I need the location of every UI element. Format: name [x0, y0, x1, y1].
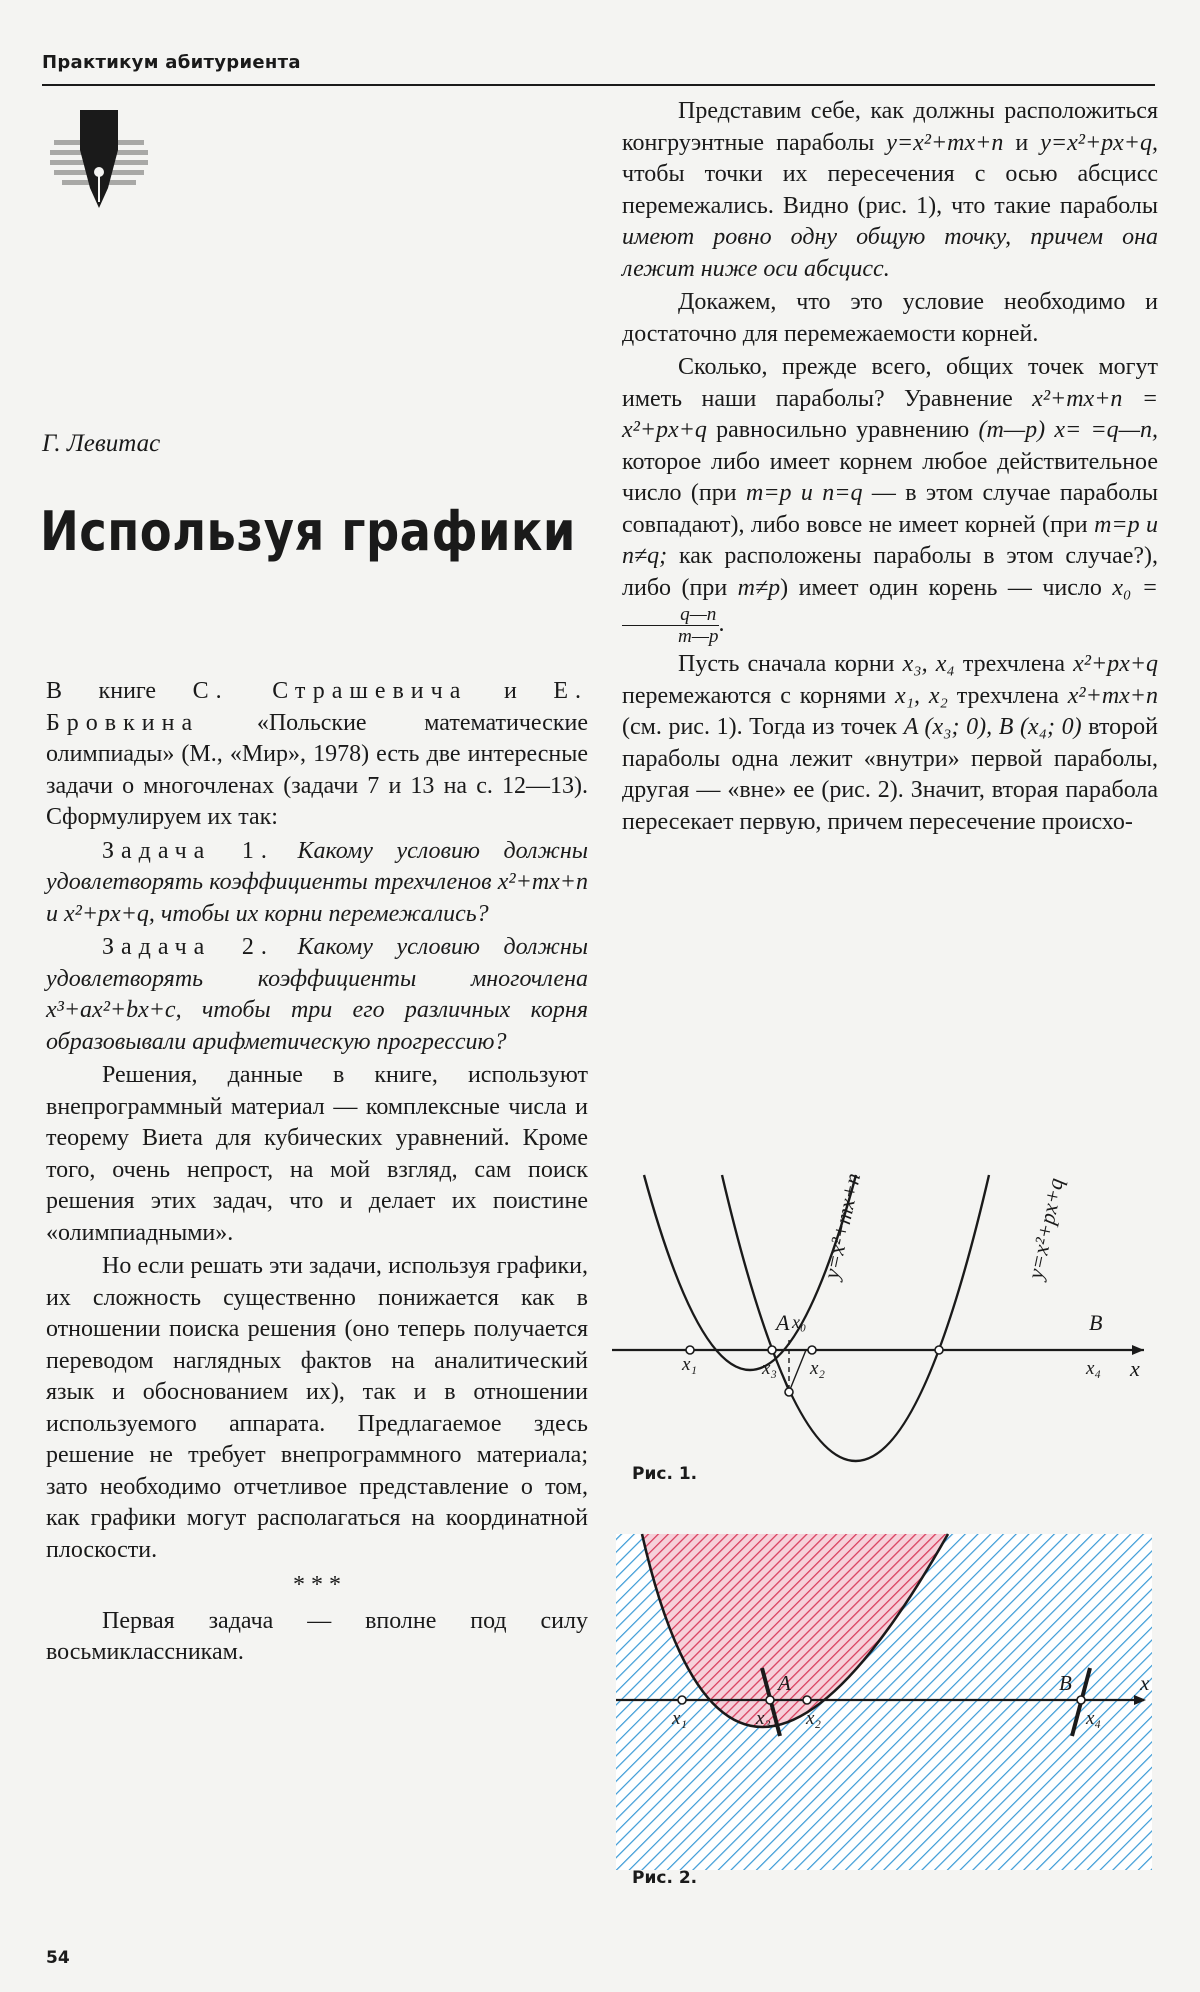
label-B: B [1059, 1671, 1072, 1695]
root-x2-point [808, 1346, 816, 1354]
label-x1: x₁ [672, 1708, 688, 1729]
segment-x2-intersection [789, 1350, 806, 1392]
figure-1-caption: Рис. 1. [632, 1464, 698, 1484]
page-number: 54 [46, 1948, 70, 1968]
axis-arrow-icon [1132, 1345, 1144, 1355]
header-rule [42, 84, 1155, 86]
label-axis-x: x [1140, 1671, 1150, 1695]
paragraph-solutions: Решения, данные в книге, используют внепрограммный материал — комплексные числа и теорему Виета для кубических уравнений. Кроме того, очень непрост, на мой взгляд, сам поиск решения этих задач, что и делает их поистине «олимпиадными». [46, 1062, 588, 1246]
root-x4-point [1077, 1696, 1085, 1704]
left-column [46, 676, 588, 1669]
label-eq2: y=x²+px+q [1022, 1175, 1069, 1282]
figure-1-parabolas [612, 1170, 1160, 1500]
label-axis-x: x [1130, 1356, 1140, 1381]
root-x4-point [935, 1346, 943, 1354]
label-A: A [778, 1671, 791, 1695]
section-heading: Практикум абитуриента [42, 52, 301, 73]
intersection-point [785, 1388, 793, 1396]
paragraph-proof-claim: Докажем, что это условие необходимо и достаточно для перемежаемости корней. [622, 289, 1158, 347]
fraction: $\frac{q—n}{m—p}$ [622, 604, 719, 647]
root-x1-point [678, 1696, 686, 1704]
section-separator: * * * [293, 1572, 341, 1598]
label-x4: x₄ [1086, 1708, 1102, 1729]
label-x2: x₂ [810, 1358, 826, 1379]
paragraph-graphs: Но если решать эти задачи, используя графики, их сложность существенно понижается как в отношении поиска решения (оно теперь получается переводом наглядных фактов на аналитический язык и обоснованием их), так и в отношении используемого аппарата. Предлагаемое здесь решение не требует внепрограммного материала; зато необходимо отчетливое представление о том, как графики могут располагаться на координатной плоскости. [46, 1253, 588, 1563]
label-x4: x₄ [1086, 1358, 1102, 1379]
root-x1-point [686, 1346, 694, 1354]
label-x2: x₂ [806, 1708, 822, 1729]
label-x3: x₃ [756, 1708, 772, 1729]
right-column [622, 96, 1158, 838]
pen-nib-icon [46, 110, 152, 210]
paragraph-first-task: Первая задача — вполне под силу восьмиклассникам. [46, 1607, 588, 1665]
label-B: B [1089, 1310, 1103, 1335]
root-x3-point [766, 1696, 774, 1704]
figure-2-regions [612, 1530, 1160, 1880]
paragraph-roots-interleave: Пусть сначала корни x₃, x₄ трехчлена x²+px+q перемежаются с корнями x₁, x₂ трехчлена x²+mx+n (см. рис. 1). Тогда из точек A (x₃; 0), B (x₄; 0) второй параболы одна лежит «внутри» первой параболы, другая — «вне» ее (рис. 2). Значит, вторая парабола пересекает первую, причем пересечение происхо- [622, 651, 1159, 835]
paragraph-parabolas: Представим себе, как должны расположиться конгруэнтные параболы y=x²+mx+n и y=x²+px+q, чтобы точки их пересечения с осью абсцисс перемежались. Видно (рис. 1), что такие параболы имеют ровно одну общую точку, причем она лежит ниже оси абсцисс. [622, 98, 1159, 282]
root-x3-point [768, 1346, 776, 1354]
task-1: Задача 1. Какому условию должны удовлетворять коэффициенты трехчленов x²+mx+n и x²+px+q, чтобы их корни перемежались? [46, 837, 589, 927]
root-x2-point [803, 1696, 811, 1704]
label-eq1: y=x²+mx+n [818, 1170, 866, 1282]
task-2: Задача 2. Какому условию должны удовлетворять коэффициенты многочлена x³+ax²+bx+c, чтобы три его различных корня образовывали арифметическую прогрессию? [46, 934, 588, 1055]
intro-paragraph: В книге С. Страшевича и Е. Бровкина «Польские математические олимпиады» (М., «Мир», 1978) есть две интересные задачи о многочленах (задачи 7 и 13 на с. 12—13). Сформулируем их так: [46, 678, 589, 830]
paragraph-common-points: Сколько, прежде всего, общих точек могут иметь наши параболы? Уравнение x²+mx+n = x²+px+q равносильно уравнению (m—p) x= =q—n, которое либо имеет корнем любое действительное число (при m=p и n=q — в этом случае параболы совпадают), либо вовсе не имеет корней (при m=p и n≠q; как расположены параболы в этом случае?), либо (при m≠p) имеет один корень — число x₀ = $\frac{q—n}{m—p}$ . [622, 354, 1159, 648]
label-A: A [776, 1310, 790, 1335]
label-x0: x₀ [792, 1312, 807, 1332]
label-x1: x₁ [682, 1354, 698, 1375]
label-x3: x₃ [762, 1358, 778, 1379]
article-title: Используя графики [40, 500, 576, 563]
article-author: Г. Левитас [42, 430, 161, 457]
figure-2-caption: Рис. 2. [632, 1868, 698, 1888]
